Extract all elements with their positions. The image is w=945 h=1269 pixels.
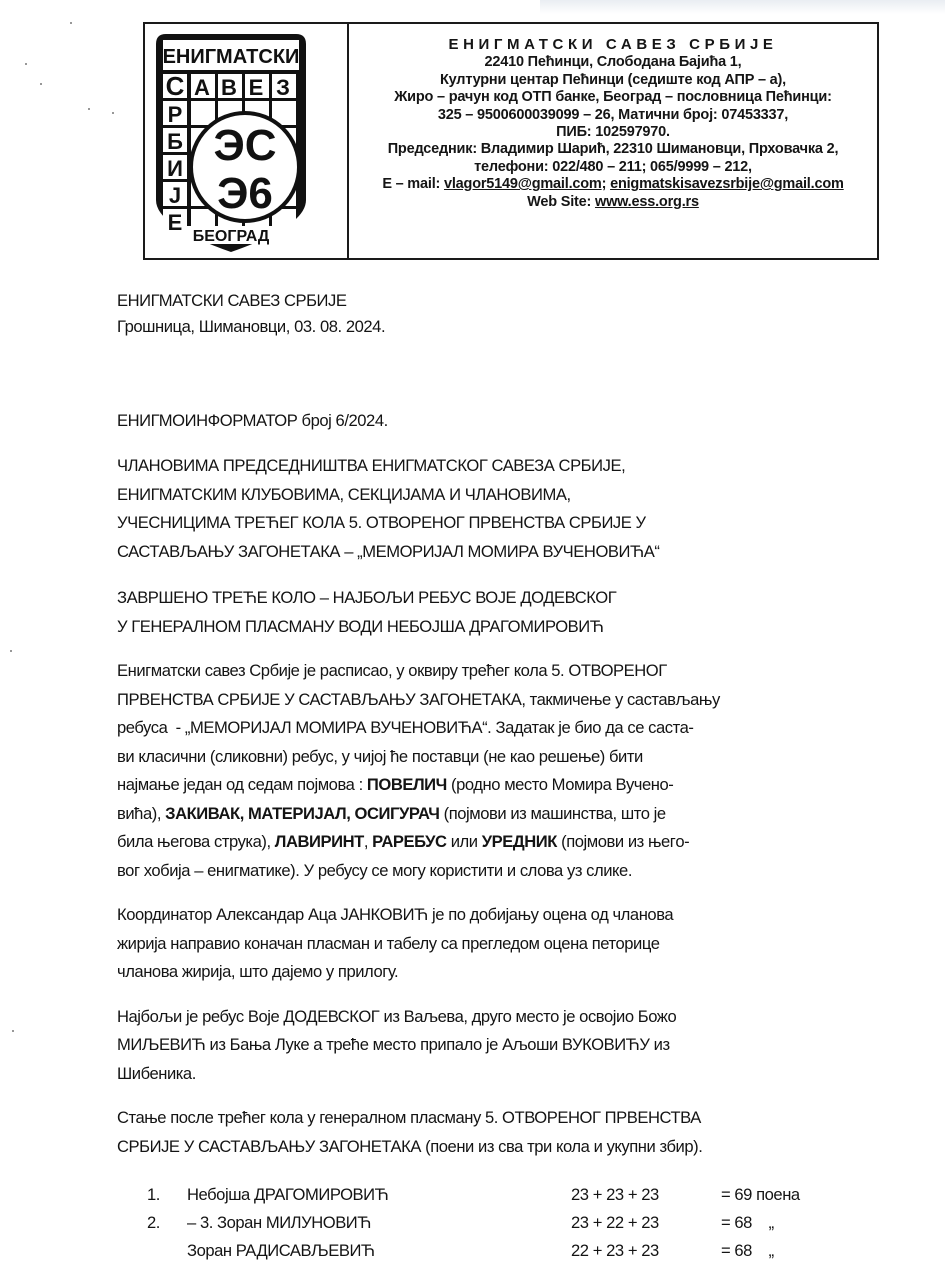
text-run: Енигматски савез Србије је расписао, у оквиру трећег кола 5. ОТВОРЕНОГ bbox=[117, 661, 667, 680]
paragraph-line: СРБИЈЕ У САСТАВЉАЊУ ЗАГОНЕТАКА (поени из сва три кола и укупни збир). bbox=[117, 1136, 703, 1156]
logo-top-word: ЕНИГМАТСКИ bbox=[162, 46, 300, 68]
paragraph-coordinator bbox=[117, 901, 877, 987]
logo-column-letter: Ј bbox=[168, 183, 182, 208]
text-run: ви класични (сликовни) ребус, у чијој ће поставци (не као решење) бити bbox=[117, 746, 643, 766]
standings-list bbox=[117, 1181, 877, 1265]
scan-speck bbox=[12, 1030, 14, 1032]
standings-name: Зоран РАДИСАВЉЕВИЋ bbox=[187, 1241, 375, 1260]
letterhead bbox=[143, 22, 879, 260]
logo-monogram-bottom: Э6 bbox=[217, 169, 273, 218]
bank-line: Жиро – рачун код ОТП банке, Београд – пословница Пећинци: bbox=[394, 89, 832, 106]
paragraph-line bbox=[117, 857, 877, 886]
addressee-line: ЕНИГМАТСКИМ КЛУБОВИМА, СЕКЦИЈАМА И ЧЛАНОВИМА, bbox=[117, 484, 571, 504]
logo-row-letter: З bbox=[276, 75, 290, 100]
standings-row bbox=[117, 1237, 877, 1265]
scan-edge-shadow bbox=[540, 0, 945, 14]
addressee-line: САСТАВЉАЊУ ЗАГОНЕТАКА – „МЕМОРИЈАЛ МОМИРА ВУЧЕНОВИЋА“ bbox=[117, 541, 660, 561]
logo-column-letter: Р bbox=[167, 102, 183, 127]
scan-speck bbox=[112, 112, 114, 114]
seat-line: Културни центар Пећинци (седиште код АПР – а), bbox=[439, 71, 787, 88]
bold-term: УРЕДНИК bbox=[481, 832, 557, 851]
organization-info bbox=[349, 24, 877, 258]
paragraph-line: Најбољи је ребус Воје ДОДЕВСКОГ из Ваљева, друго место је освојио Божо bbox=[117, 1006, 677, 1026]
text-run: (појмови из његo- bbox=[556, 832, 690, 851]
bold-term: ЗАКИВАК, МАТЕРИЈАЛ, ОСИГУРАЧ bbox=[165, 803, 440, 823]
logo-cell bbox=[145, 24, 349, 258]
paragraph-line: Координатор Александар Аца ЈАНКОВИЋ је по добијању оцена од чланова bbox=[117, 905, 674, 924]
web-label: Web Site: bbox=[527, 193, 595, 210]
logo-column-letter: Б bbox=[167, 129, 183, 154]
bold-term: ЛАВИРИНТ bbox=[274, 832, 364, 851]
paragraph-winners bbox=[117, 1003, 877, 1089]
standings-rank bbox=[117, 1237, 187, 1265]
logo-row-letter: С bbox=[165, 71, 185, 101]
headline-line: У ГЕНЕРАЛНОМ ПЛАСМАНУ ВОДИ НЕБОЈША ДРАГОМИРОВИЋ bbox=[117, 616, 604, 636]
logo-cell bbox=[191, 101, 215, 125]
standings-row bbox=[117, 1209, 877, 1237]
paragraph-standings-intro bbox=[117, 1104, 877, 1161]
addressee-line: ЧЛАНОВИМА ПРЕДСЕДНИШТВА ЕНИГМАТСКОГ САВЕЗА СРБИЈЕ, bbox=[117, 456, 626, 475]
text-run: (појмови из машинства, што је bbox=[439, 803, 666, 823]
paragraph-line bbox=[117, 657, 877, 686]
email-link-1[interactable]: vlagor5149@gmail.com bbox=[443, 176, 602, 193]
scan-speck bbox=[88, 108, 90, 110]
standings-scores: 23 + 22 + 23 bbox=[571, 1213, 659, 1232]
sender-place-date: Грошница, Шимановци, 03. 08. 2024. bbox=[117, 317, 386, 336]
scan-speck bbox=[40, 83, 42, 85]
addressee-line: УЧЕСНИЦИМА ТРЕЋЕГ КОЛА 5. ОТВОРЕНОГ ПРВЕНСТВА СРБИЈЕ У bbox=[117, 513, 646, 532]
email-link-2[interactable]: enigmatskisavezsrbije@gmail.com bbox=[610, 176, 844, 193]
logo-row-letter: А bbox=[194, 75, 210, 100]
text-run: најмање један од седам појмова : bbox=[117, 775, 367, 794]
paragraph-line bbox=[117, 686, 877, 715]
bold-term: ПОВЕЛИЧ bbox=[366, 775, 447, 794]
paragraph-line: Шибеника. bbox=[117, 1063, 196, 1083]
standings-row bbox=[117, 1181, 877, 1209]
bold-term: РАРЕБУС bbox=[372, 832, 447, 851]
scan-speck bbox=[25, 63, 27, 65]
scan-speck bbox=[70, 22, 72, 24]
logo-row-letter: В bbox=[221, 75, 237, 100]
text-run: ребуса - „МЕМОРИЈАЛ МОМИРА ВУЧЕНОВИЋА“. Задатак је био да се саста- bbox=[117, 718, 694, 737]
text-run: вог хобија – енигматике). У ребусу се могу користити и слова уз слике. bbox=[117, 860, 632, 880]
paragraph-line bbox=[117, 771, 877, 800]
paragraph-line bbox=[117, 743, 877, 772]
email-separator: ; bbox=[601, 176, 611, 193]
text-run: или bbox=[446, 832, 482, 851]
pib-line: ПИБ: 102597970. bbox=[556, 124, 670, 141]
text-run: била његова струка), bbox=[117, 832, 275, 851]
email-label: E – mail: bbox=[382, 176, 444, 193]
headline bbox=[117, 584, 877, 641]
logo-row-letter: Е bbox=[248, 75, 264, 100]
document-body bbox=[117, 288, 877, 1265]
logo-column-letter: И bbox=[167, 156, 183, 181]
president-line: Председник: Владимир Шарић, 22310 Шимановци, Прховачка 2, bbox=[387, 141, 839, 158]
website-link[interactable]: www.ess.org.rs bbox=[594, 193, 699, 210]
paragraph-line: Стање после трећег кола у генералном пласману 5. ОТВОРЕНОГ ПРВЕНСТВА bbox=[117, 1108, 701, 1127]
text-run: ПРВЕНСТВА СРБИЈЕ У САСТАВЉАЊУ ЗАГОНЕТАКА, такмичење у састављању bbox=[117, 689, 720, 709]
paragraph-line: МИЉЕВИЋ из Бања Луке а треће место припало је Аљоши ВУКОВИЋУ из bbox=[117, 1035, 670, 1054]
issue-title: ЕНИГМОИНФОРМАТОР број 6/2024. bbox=[117, 411, 388, 430]
paragraph-line bbox=[117, 800, 877, 829]
headline-line: ЗАВРШЕНО ТРЕЋЕ КОЛО – НАЈБОЉИ РЕБУС ВОЈЕ ДОДЕВСКОГ bbox=[117, 588, 617, 607]
standings-total: = 69 поена bbox=[721, 1185, 800, 1204]
paragraph-line bbox=[117, 828, 877, 857]
email-line bbox=[349, 176, 877, 193]
enigmatic-union-logo bbox=[150, 30, 312, 256]
paragraph-competition-announcement bbox=[117, 657, 877, 885]
standings-name: – 3. Зоран МИЛУНОВИЋ bbox=[187, 1213, 372, 1232]
paragraph-line: жирија направио коначан пласман и табелу са прегледом оцена петорице bbox=[117, 933, 660, 953]
text-run: (родно место Момира Вучено- bbox=[446, 775, 674, 794]
phones-line: телефони: 022/480 – 211; 065/9999 – 212, bbox=[474, 158, 752, 175]
addressees-block bbox=[117, 452, 877, 566]
account-line: 325 – 9500600039099 – 26, Матични број: 07453337, bbox=[437, 106, 789, 123]
organization-name: ЕНИГМАТСКИ САВЕЗ СРБИЈЕ bbox=[448, 36, 778, 53]
standings-total: = 68 „ bbox=[721, 1213, 774, 1232]
text-run: , bbox=[363, 832, 373, 851]
standings-name: Небојша ДРАГОМИРОВИЋ bbox=[187, 1185, 389, 1204]
logo-monogram-top: ЭС bbox=[213, 121, 277, 170]
web-line bbox=[349, 194, 877, 211]
logo-column-letter: Е bbox=[167, 210, 183, 235]
logo-bottom-word: БЕОГРАД bbox=[192, 228, 270, 245]
shield-logo-icon bbox=[150, 30, 312, 256]
text-run: вића), bbox=[117, 803, 166, 823]
standings-rank: 2. bbox=[147, 1213, 160, 1232]
address-line: 22410 Пећинци, Слободана Бајића 1, bbox=[484, 54, 742, 71]
paragraph-line: чланова жирија, што дајемо у прилогу. bbox=[117, 962, 399, 981]
scan-speck bbox=[10, 650, 12, 652]
sender-name: ЕНИГМАТСКИ САВЕЗ СРБИЈЕ bbox=[117, 291, 347, 310]
standings-total: = 68 „ bbox=[721, 1241, 774, 1260]
standings-scores: 23 + 23 + 23 bbox=[571, 1185, 659, 1204]
paragraph-line bbox=[117, 714, 877, 743]
standings-rank: 1. bbox=[147, 1185, 160, 1204]
standings-scores: 22 + 23 + 23 bbox=[571, 1241, 659, 1260]
